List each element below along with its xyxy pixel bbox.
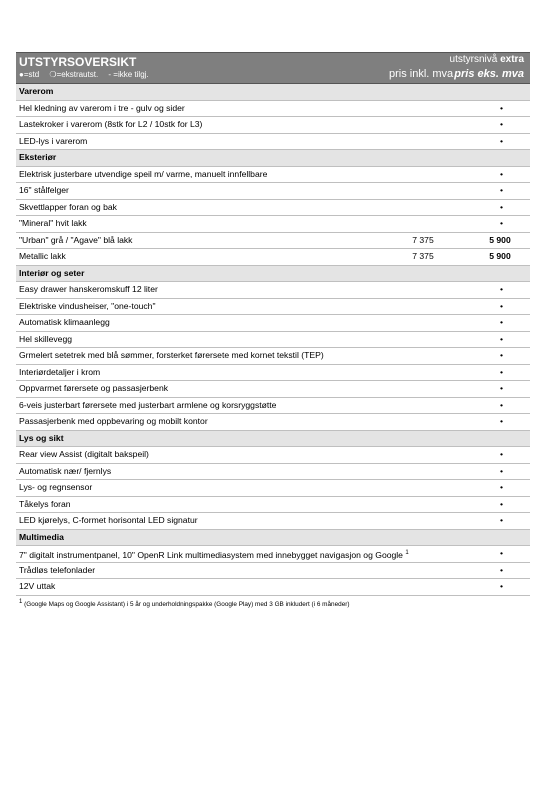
table-row	[16, 101, 530, 118]
item-label	[19, 332, 72, 348]
table-row	[16, 216, 530, 233]
table-row	[16, 348, 530, 365]
standard-mark: •	[500, 300, 504, 311]
table-body	[16, 84, 530, 596]
standard-mark: •	[500, 416, 504, 426]
item-label	[19, 233, 132, 249]
item-label	[19, 315, 110, 331]
standard-mark: •	[500, 482, 504, 492]
label-text: Lys og sikt	[19, 432, 64, 443]
standard-mark: •	[500, 168, 504, 179]
item-label	[19, 249, 66, 265]
label-text: "Mineral" hvit lakk	[19, 218, 87, 228]
label-text: Automatisk klimaanlegg	[19, 317, 110, 327]
table-row	[16, 332, 530, 349]
item-label	[19, 497, 71, 513]
label-text: Grmelert setetrek med blå sømmer, forsterket førersete med kornet tekstil (TEP)	[19, 350, 324, 360]
label-text: Tåkelys foran	[19, 498, 71, 509]
standard-mark: •	[500, 185, 504, 195]
label-text: Varerom	[19, 86, 54, 96]
table-row	[16, 134, 530, 151]
label-text: Elektrisk justerbare utvendige speil m/ varme, manuelt innfellbare	[19, 168, 268, 179]
label-text: 16" stålfelger	[19, 185, 69, 195]
legend	[19, 70, 157, 79]
price-excl-header: pris eks. mva	[454, 68, 524, 80]
label-text: Eksteriør	[19, 152, 57, 162]
table-row	[16, 381, 530, 398]
table-row	[16, 299, 530, 316]
standard-mark: •	[500, 449, 504, 459]
section-header	[16, 84, 530, 101]
label-text: Hel kledning av varerom i tre - gulv og sider	[19, 102, 185, 113]
section-header	[16, 266, 530, 283]
page-title: UTSTYRSOVERSIKT	[19, 55, 137, 69]
footnote-marker: 1	[19, 598, 23, 605]
table-row	[16, 282, 530, 299]
section-label	[19, 266, 84, 282]
standard-mark: •	[500, 350, 504, 360]
label-text: Rear view Assist (digitalt bakspeil)	[19, 449, 149, 459]
item-label	[19, 200, 117, 216]
label-text: Skvettlapper foran og bak	[19, 201, 117, 212]
item-label	[19, 414, 208, 430]
label-text: LED kjørelys, C-formet horisontal LED signatur	[19, 515, 198, 525]
item-label	[19, 183, 69, 199]
label-text: Lys- og regnsensor	[19, 482, 93, 492]
price-incl: 7 375	[412, 251, 434, 261]
table-row	[16, 513, 530, 530]
table-row	[16, 579, 530, 596]
table-row	[16, 365, 530, 382]
table-row	[16, 480, 530, 497]
legend-ikke: - =ikke tilgj.	[108, 70, 149, 79]
table-row	[16, 249, 530, 266]
standard-mark: •	[500, 317, 504, 327]
label-text: Oppvarmet førersete og passasjerbenk	[19, 383, 169, 393]
label-text: Metallic lakk	[19, 251, 66, 261]
price-excl: 5 900	[489, 251, 511, 261]
item-label	[19, 134, 87, 150]
section-label	[19, 150, 56, 166]
table-row	[16, 117, 530, 134]
table-row	[16, 464, 530, 481]
table-row	[16, 398, 530, 415]
label-text: Hel skillevegg	[19, 333, 73, 344]
item-label	[19, 398, 276, 414]
table-row	[16, 315, 530, 332]
section-header	[16, 150, 530, 167]
item-label	[19, 365, 100, 381]
label-text: Elektriske vindusheiser, "one-touch"	[19, 300, 156, 311]
label-text: Trådløs telefonlader	[19, 564, 96, 575]
level-prefix: utstyrsnivå	[449, 54, 498, 65]
standard-mark: •	[500, 135, 504, 146]
label-text: Automatisk nær/ fjernlys	[19, 465, 112, 476]
table-row	[16, 447, 530, 464]
item-label	[19, 480, 92, 496]
standard-mark: •	[500, 564, 504, 575]
table-row	[16, 183, 530, 200]
legend-ekstra: ❍=ekstrautst.	[49, 70, 99, 79]
equipment-table	[16, 52, 530, 608]
item-label	[19, 282, 158, 298]
level-name: extra	[500, 54, 524, 65]
item-label	[19, 464, 111, 480]
standard-mark: •	[500, 201, 504, 212]
item-label	[19, 167, 267, 183]
label-text: Multimedia	[19, 531, 64, 542]
item-label	[19, 513, 198, 529]
item-label	[19, 117, 202, 133]
standard-mark: •	[500, 102, 504, 113]
standard-mark: •	[500, 218, 504, 228]
section-label	[19, 431, 64, 447]
standard-mark: •	[500, 465, 504, 476]
footnote-text: (Google Maps og Google Assistant) i 5 år og underholdningspakke (Google Play) med 3 GB inkludert (i 6 måneder)	[24, 600, 350, 608]
table-row	[16, 546, 530, 563]
standard-mark: •	[500, 399, 504, 410]
table-row	[16, 167, 530, 184]
item-label	[19, 563, 95, 579]
footnote	[16, 599, 530, 608]
section-label	[19, 530, 64, 546]
legend-std: ●=std	[19, 70, 40, 79]
label-text: "Urban" grå / "Agave" blå lakk	[19, 234, 133, 245]
section-label	[19, 84, 53, 100]
label-text: 12V uttak	[19, 581, 56, 591]
item-label	[19, 348, 324, 364]
label-text: Interiør og seter	[19, 267, 85, 278]
standard-mark: •	[500, 548, 504, 558]
standard-mark: •	[500, 515, 504, 525]
standard-mark: •	[500, 498, 504, 509]
label-text: Interiørdetaljer i krom	[19, 366, 101, 377]
price-incl-header: pris inkl. mva	[389, 68, 454, 80]
item-label	[19, 579, 55, 595]
table-header	[16, 52, 530, 84]
table-row	[16, 497, 530, 514]
label-text: Easy drawer hanskeromskuff 12 liter	[19, 284, 158, 294]
item-label	[19, 299, 156, 315]
table-row	[16, 563, 530, 580]
standard-mark: •	[500, 366, 504, 377]
item-label	[19, 216, 87, 232]
standard-mark: •	[500, 333, 504, 344]
label-text: Lastekroker i varerom (8stk for L2 / 10stk for L3)	[19, 119, 203, 129]
standard-mark: •	[500, 119, 504, 129]
table-row	[16, 200, 530, 217]
section-header	[16, 431, 530, 448]
equipment-level	[450, 54, 524, 65]
price-excl: 5 900	[489, 234, 511, 245]
item-label	[19, 546, 409, 563]
standard-mark: •	[500, 284, 504, 294]
footnote-ref: 1	[405, 550, 409, 556]
label-text: 7" digitalt instrumentpanel, 10" OpenR Link multimediasystem med innebygget navigasjon og Google	[19, 549, 403, 560]
label-text: Passasjerbenk med oppbevaring og mobilt kontor	[19, 416, 208, 426]
item-label	[19, 447, 149, 463]
standard-mark: •	[500, 581, 504, 591]
label-text: LED-lys i varerom	[19, 135, 88, 146]
item-label	[19, 381, 168, 397]
standard-mark: •	[500, 383, 504, 393]
price-incl: 7 375	[412, 234, 434, 245]
table-row	[16, 414, 530, 431]
label-text: 6-veis justerbart førersete med justerbart armlene og korsryggstøtte	[19, 399, 277, 410]
table-row	[16, 233, 530, 250]
section-header	[16, 530, 530, 547]
item-label	[19, 101, 185, 117]
